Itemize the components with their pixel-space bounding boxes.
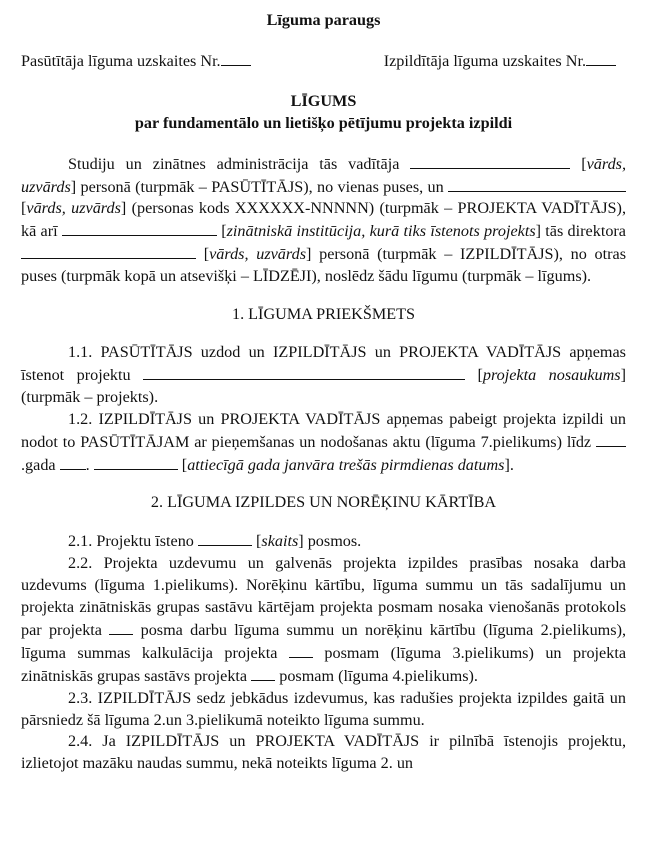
clause-1-2: 1.2. IZPILDĪTĀJS un PROJEKTA VADĪTĀJS apņemas pabeigt projekta izpildi un nodot to PASŪTĪTĀJAM ar pieņemšanas un nodošanas aktu (līguma 7.pielikums) līdz .gada . [attiecīgā gada janvāra trešās pirmdienas datums]. xyxy=(21,409,626,474)
contract-subtitle: par fundamentālo un lietišķo pētījumu projekta izpildi xyxy=(134,113,513,132)
blank-line xyxy=(198,530,252,546)
customer-registration-label: Pasūtītāja līguma uzskaites Nr. xyxy=(21,51,221,70)
blank-line xyxy=(251,665,275,681)
blank-line xyxy=(596,431,626,447)
section-1-heading: 1. LĪGUMA PRIEKŠMETS xyxy=(231,305,416,324)
intro-placeholder: vārds, uzvārds xyxy=(21,154,627,196)
blank-line xyxy=(221,50,251,66)
customer-registration-number xyxy=(21,50,251,73)
intro-text: Studiju un zinātnes administrācija tās vadītāja xyxy=(68,154,400,173)
blank-line xyxy=(109,619,133,635)
clause-placeholder: skaits xyxy=(261,532,299,551)
document-title: Līguma paraugs xyxy=(266,11,381,29)
clause-text: posma darbu līguma summu un norēķinu kārtību (līguma 2.pielikums), līguma summas kalkulācija projekta xyxy=(21,620,627,662)
blank-line xyxy=(21,243,196,259)
contractor-registration-label: Izpildītāja līguma uzskaites Nr. xyxy=(383,51,586,70)
clause-text: ]. xyxy=(504,455,514,474)
clause-2-2 xyxy=(21,553,626,687)
contract-title: LĪGUMS xyxy=(290,91,357,110)
clause-text: (turpmāk – projekts). xyxy=(21,387,159,406)
clause-2-3: 2.3. IZPILDĪTĀJS sedz jebkādus izdevumus, kas radušies projekta izpildes gaitā un pārsniedz šā līguma 2.un 3.pielikumā noteikto līguma summu. xyxy=(21,688,626,729)
clause-text: posmam (līguma 3.pielikums) un projekta zinātniskās grupas sastāvs projekta xyxy=(21,643,627,685)
clause-text: posmos. xyxy=(307,532,362,551)
clause-text: .gada xyxy=(21,455,56,474)
intro-paragraph: Studiju un zinātnes administrācija tās vadītāja [vārds, uzvārds] personā (turpmāk – PASŪTĪTĀJS), no vienas puses, un [vārds, uzvārds] (personas kods XXXXXX-NNNNN) (turpmāk – PROJEKTA VADĪTĀJS), kā arī [zinātniskā institūcija, kurā tiks īstenots projekts] tās direktora [vārds, uzvārds] personā (turpmāk – IZPILDĪTĀJS), no otras puses (turpmāk kopā un atsevišķi – LĪDZĒJI), noslēdz šādu līgumu (turpmāk – līgums). xyxy=(21,154,627,286)
intro-placeholder: vārds, uzvārds xyxy=(209,245,306,264)
clause-placeholder: projekta nosaukums xyxy=(482,365,621,384)
intro-text: tās direktora xyxy=(545,222,626,241)
blank-line xyxy=(289,642,313,658)
clause-placeholder: attiecīgā gada janvāra trešās pirmdienas datums xyxy=(187,455,505,474)
blank-line xyxy=(448,176,626,192)
clause-2-1: 2.1. Projektu īsteno [skaits] posmos. xyxy=(68,532,362,551)
intro-placeholder: vārds, uzvārds xyxy=(26,199,121,218)
clause-text: 2.1. Projektu īsteno xyxy=(68,532,194,551)
document-page xyxy=(21,10,626,775)
clause-1-1: 1.1. PASŪTĪTĀJS uzdod un IZPILDĪTĀJS un PROJEKTA VADĪTĀJS apņemas īstenot projektu [projekta nosaukums] (turpmāk – projekts). xyxy=(21,342,626,406)
blank-line xyxy=(60,454,86,470)
contractor-registration-number xyxy=(384,50,616,73)
intro-text: personā (turpmāk – IZPILDĪTĀJS), no otras puses (turpmāk kopā un atsevišķi – LĪDZĒJI), noslēdz šādu līgumu (turpmāk – līgums). xyxy=(21,245,627,286)
section-2-heading: 2. LĪGUMA IZPILDES UN NORĒĶINU KĀRTĪBA xyxy=(150,493,497,512)
clause-2-4: 2.4. Ja IZPILDĪTĀJS un PROJEKTA VADĪTĀJS ir pilnībā īstenojis projektu, izlietojot mazāku naudas summu, nekā noteikts līguma 2. un xyxy=(21,732,626,773)
blank-line xyxy=(94,454,178,470)
intro-text: (personas kods XXXXXX-NNNNN) (turpmāk – PROJEKTA VADĪTĀJS), kā arī xyxy=(21,199,626,241)
blank-line xyxy=(586,50,616,66)
clause-text: . xyxy=(85,455,90,474)
clause-text: posmam (līguma 4.pielikums). xyxy=(279,666,478,685)
intro-placeholder: zinātniskā institūcija, kurā tiks īstenots projekts xyxy=(226,222,536,241)
clause-text: 1.1. PASŪTĪTĀJS uzdod un IZPILDĪTĀJS un PROJEKTA VADĪTĀJS apņemas īstenot projektu xyxy=(21,342,626,384)
blank-line xyxy=(62,220,217,236)
clause-text: 1.2. IZPILDĪTĀJS un PROJEKTA VADĪTĀJS apņemas pabeigt projekta izpildi un nodot to PASŪTĪTĀJAM ar pieņemšanas un nodošanas aktu (līguma 7.pielikums) līdz xyxy=(21,409,626,451)
registration-numbers-row xyxy=(21,50,626,73)
blank-line xyxy=(143,364,465,380)
blank-line xyxy=(410,153,570,169)
clause-text: 2.2. Projekta uzdevumu un galvenās projekta izpildes prasības nosaka darba uzdevums (līguma 1.pielikums). Norēķinu kārtību, līguma summu un tās sadalījumu un projekta zinātniskās grupas sastāvu kārtējam projekta posmam nosaka vienošanās protokols par projekta xyxy=(21,554,626,639)
intro-text: personā (turpmāk – PASŪTĪTĀJS), no vienas puses, un xyxy=(80,177,444,196)
